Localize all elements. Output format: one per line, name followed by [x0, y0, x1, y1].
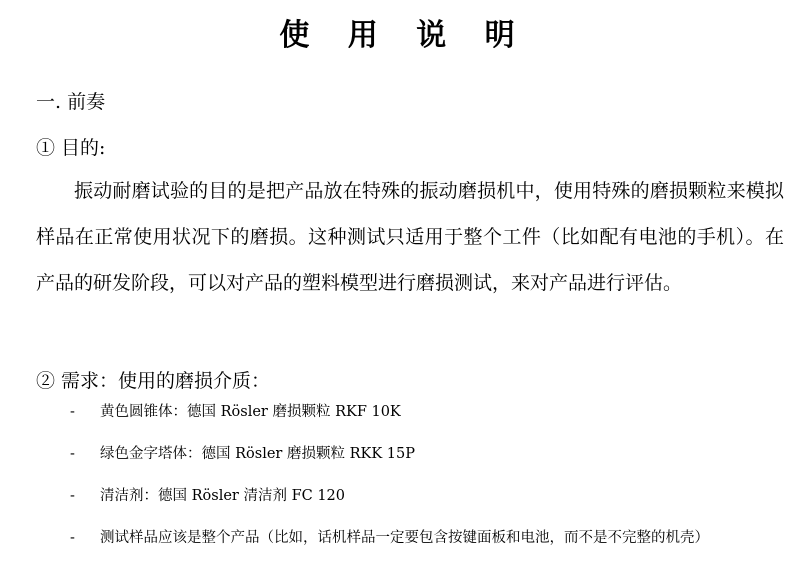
purpose-paragraph: 振动耐磨试验的目的是把产品放在特殊的振动磨损机中，使用特殊的磨损颗粒来模拟样品在正常使用状况下的磨损。这种测试只适用于整个工件（比如配有电池的手机）。在产品的研发阶段，可以对产品的塑料模型进行磨损测试，来对产品进行评估。 — [36, 180, 784, 294]
purpose-heading: ① 目的: — [36, 137, 106, 159]
list-item-text: 清洁剂：德国 Rösler 清洁剂 FC 120 — [100, 488, 346, 504]
list-item — [70, 486, 709, 506]
list-item — [70, 402, 709, 422]
list-item — [70, 444, 709, 464]
list-item — [70, 528, 709, 548]
list-item-text: 绿色金字塔体：德国 Rösler 磨损颗粒 RKK 15P — [100, 446, 415, 462]
document-title: 使 用 说 明 — [279, 18, 529, 53]
bullet-dash: - — [70, 446, 75, 462]
bullet-dash: - — [70, 530, 75, 546]
bullet-dash: - — [70, 404, 75, 420]
needs-heading: ② 需求：使用的磨损介质： — [36, 370, 271, 392]
bullet-dash: - — [70, 488, 75, 504]
list-item-text: 黄色圆锥体：德国 Rösler 磨损颗粒 RKF 10K — [100, 404, 401, 420]
section-heading-prelude: 一. 前奏 — [36, 91, 106, 113]
media-list — [70, 402, 709, 570]
list-item-text: 测试样品应该是整个产品（比如，话机样品一定要包含按键面板和电池，而不是不完整的机壳） — [100, 530, 709, 546]
